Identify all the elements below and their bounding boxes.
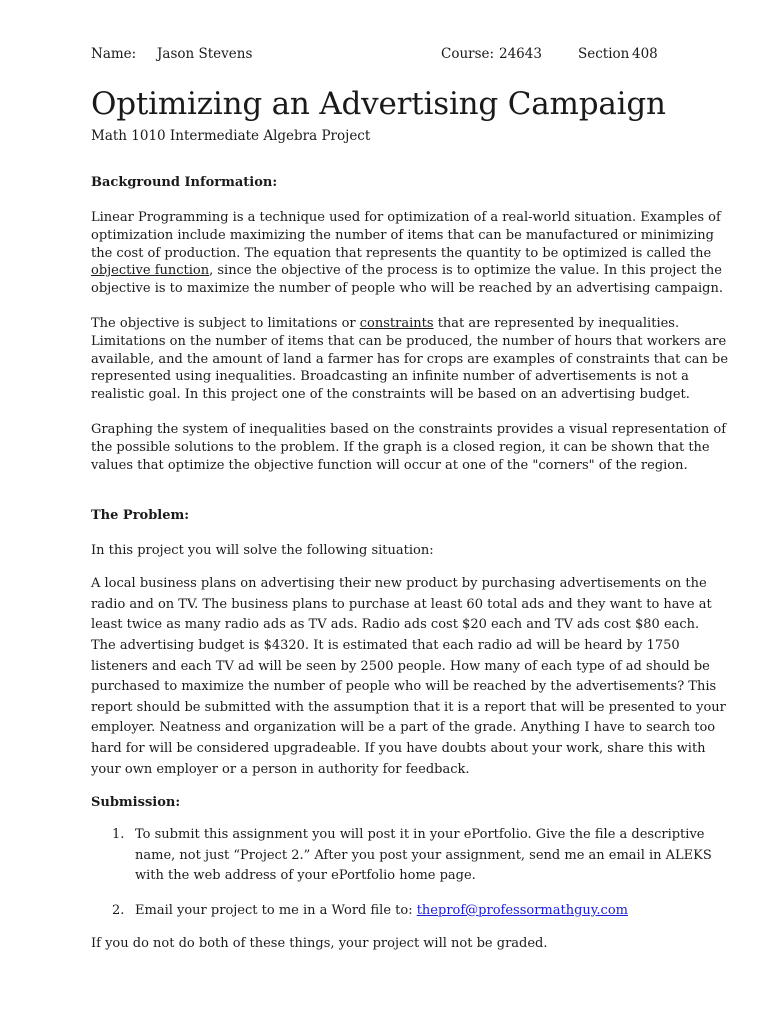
text-line: hard for will be considered upgradeable. If you have doubts about your work, share this with xyxy=(91,740,706,756)
text-line xyxy=(91,315,681,333)
text-line: report should be submitted with the assumption that it is a report that will be presented to your xyxy=(91,699,726,715)
text-line: least twice as many radio ads as TV ads. Radio ads cost $20 each and TV ads cost $80 each. xyxy=(91,617,700,633)
text-line: employer. Neatness and organization will be a part of the grade. Anything I have to search too xyxy=(91,720,716,736)
text-line: radio and on TV. The business plans to purchase at least 60 total ads and they want to have at xyxy=(91,596,712,612)
background-paragraph-1 xyxy=(91,209,723,298)
text-fragment: that are represented by inequalities. xyxy=(433,315,680,331)
text-line: values that optimize the objective function will occur at one of the "corners" of the region. xyxy=(91,457,688,473)
text-line: name, not just “Project 2.” After you post your assignment, send me an email in ALEKS xyxy=(135,847,712,863)
document-page xyxy=(91,46,729,955)
header-info xyxy=(91,46,681,66)
background-paragraph-2 xyxy=(91,315,729,404)
list-number: 2. xyxy=(112,902,125,918)
text-line: your own employer or a person in authority for feedback. xyxy=(91,761,470,777)
course-label: Course: xyxy=(441,46,495,62)
text-line: available, and the amount of land a farmer has for crops are examples of constraints that can be xyxy=(91,351,729,367)
section-value: 408 xyxy=(632,46,658,62)
list-item xyxy=(91,901,681,922)
name-value: Jason Stevens xyxy=(157,46,253,62)
text-fragment: Email your project to me in a Word file to: xyxy=(135,902,417,918)
text-line: optimization include maximizing the number of items that can be manufactured or minimizing xyxy=(91,227,714,243)
text-line: To submit this assignment you will post it in your ePortfolio. Give the file a descriptive xyxy=(135,827,705,843)
objective-function-term: objective function xyxy=(91,263,210,279)
submission-heading: Submission: xyxy=(91,795,181,811)
closing-note: If you do not do both of these things, your project will not be graded. xyxy=(91,936,548,952)
text-line: Graphing the system of inequalities based on the constraints provides a visual representation of xyxy=(91,421,727,437)
text-line: A local business plans on advertising their new product by purchasing advertisements on the xyxy=(91,576,707,592)
name-label: Name: xyxy=(91,46,137,62)
list-number: 1. xyxy=(112,827,125,843)
email-link[interactable]: theprof@professormathguy.com xyxy=(416,902,628,918)
course-value: 24643 xyxy=(499,46,542,62)
problem-heading: The Problem: xyxy=(91,508,190,524)
text-line: the possible solutions to the problem. If the graph is a closed region, it can be shown that the xyxy=(91,439,710,455)
text-line: listeners and each TV ad will be seen by 2500 people. How many of each type of ad should be xyxy=(91,658,710,674)
text-line: realistic goal. In this project one of the constraints will be based on an advertising budget. xyxy=(91,387,690,403)
text-line: with the web address of your ePortfolio home page. xyxy=(135,868,476,884)
problem-paragraph xyxy=(91,574,726,780)
problem-intro: In this project you will solve the following situation: xyxy=(91,543,434,559)
section-label: Section xyxy=(578,46,630,62)
text-line: purchased to maximize the number of people who will be reached by the advertisements? This xyxy=(91,679,717,695)
submission-list xyxy=(91,825,712,921)
text-line: Linear Programming is a technique used for optimization of a real-world situation. Examples of xyxy=(91,210,721,225)
text-fragment: , since the objective of the process is to optimize the value. In this project the xyxy=(209,263,722,279)
text-line: Limitations on the number of items that can be produced, the number of hours that workers are xyxy=(91,333,727,349)
document-subtitle: Math 1010 Intermediate Algebra Project xyxy=(91,128,371,144)
text-line: The advertising budget is $4320. It is estimated that each radio ad will be heard by 1750 xyxy=(91,637,680,653)
list-item xyxy=(91,825,712,887)
text-line: represented using inequalities. Broadcasting an infinite number of advertisements is not a xyxy=(91,369,689,385)
document-title: Optimizing an Advertising Campaign xyxy=(91,86,666,122)
text-line xyxy=(91,262,722,280)
text-line: the cost of production. The equation that represents the quantity to be optimized is called the xyxy=(91,245,712,261)
text-fragment: The objective is subject to limitations or xyxy=(91,315,360,331)
constraints-term: constraints xyxy=(359,315,434,331)
background-heading: Background Information: xyxy=(91,175,278,190)
background-paragraph-3 xyxy=(91,421,727,474)
text-line: objective is to maximize the number of people who will be reached by an advertising campaign. xyxy=(91,281,723,297)
